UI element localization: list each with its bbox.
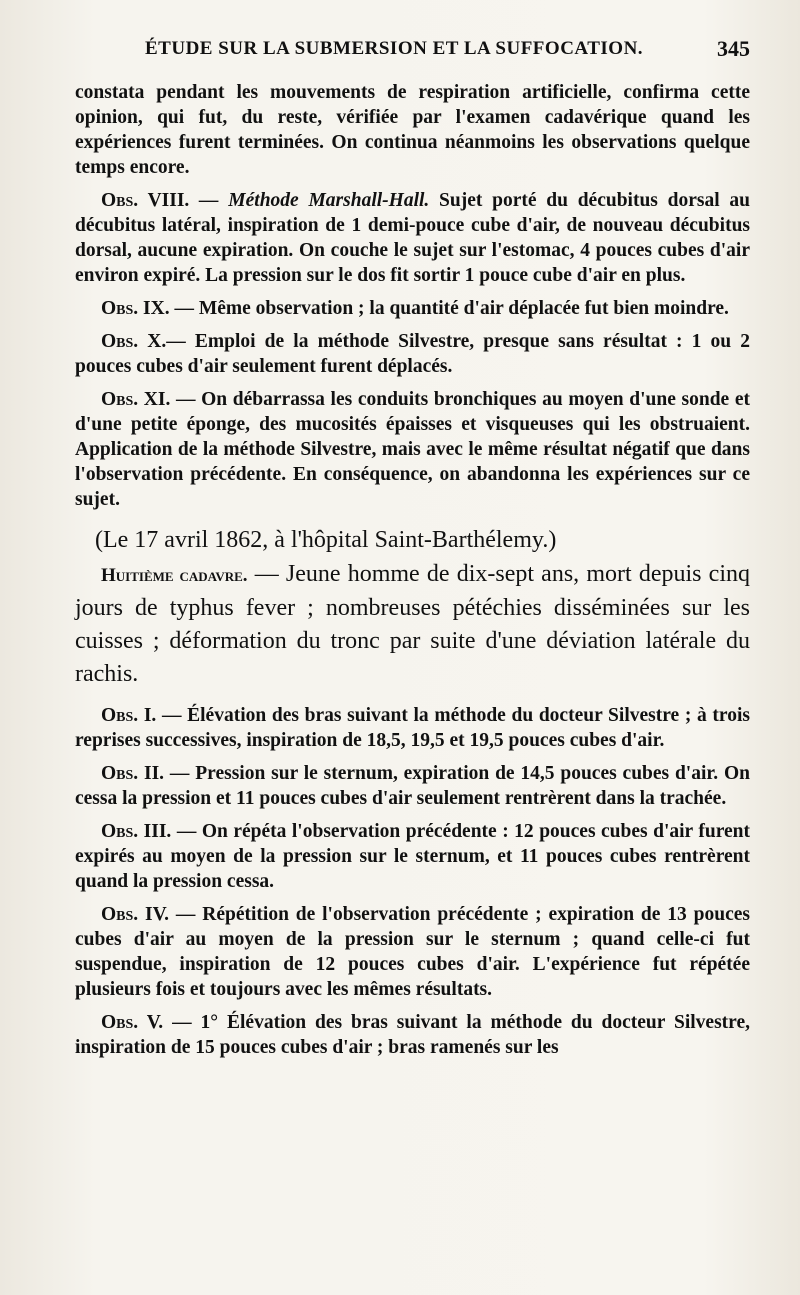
paragraph-text: — Pression sur le sternum, expiration de 14,5 pouces cubes d'air. On cessa la pression et 11 pouces cubes d'air seulement rentrèrent dans la trachée. — [75, 763, 750, 809]
observation-label: Obs. VIII. — [101, 190, 190, 211]
paragraph-text: — Emploi de la méthode Silvestre, presque sans résultat : 1 ou 2 pouces cubes d'air seulement furent déplacés. — [75, 331, 750, 377]
observation-label: Obs. IX. — [101, 298, 170, 319]
observation-label: Obs. X. — [101, 331, 167, 352]
observation-label: Obs. I. — [101, 705, 157, 726]
observation-label: Obs. II. — [101, 763, 165, 784]
page-body — [75, 80, 750, 1068]
paragraph-opening — [75, 80, 750, 180]
paragraph-text: — On débarrassa les conduits bronchiques au moyen d'une sonde et d'une petite éponge, des mucosités épaisses et visqueuses qui les obstruaient. Application de la méthode Silvestre, mais avec le même résultat négatif que dans l'observation précédente. En conséquence, on abandonna les expériences sur ce sujet. — [75, 389, 750, 510]
observation-v — [75, 1010, 750, 1060]
observation-label: Obs. V. — [101, 1012, 164, 1033]
paragraph-text: — 1° Élévation des bras suivant la méthode du docteur Silvestre, inspiration de 15 pouces cubes d'air ; bras ramenés sur les — [75, 1012, 750, 1058]
paragraph-text: constata pendant les mouvements de respiration artificielle, confirma cette opinion, qui fut, du reste, vérifiée par l'examen cadavérique quand les expériences furent terminées. On continua néanmoins les observations quelque temps encore. — [75, 82, 750, 178]
section-date-line: (Le 17 avril 1862, à l'hôpital Saint-Barthélemy.) — [95, 527, 557, 553]
observation-ix — [75, 296, 750, 321]
running-title: ÉTUDE SUR LA SUBMERSION ET LA SUFFOCATION. — [145, 38, 644, 59]
observation-xi — [75, 387, 750, 512]
observation-ii — [75, 761, 750, 811]
paragraph-text: — Répétition de l'observation précédente ; expiration de 13 pouces cubes d'air au moyen de la pression sur le sternum ; quand celle-ci fut suspendue, inspiration de 12 pouces cubes d'air. L'expérience fut répétée plusieurs fois et toujours avec les mêmes résultats. — [75, 904, 750, 1000]
paragraph-text: — Même observation ; la quantité d'air déplacée fut bien moindre. — [169, 298, 729, 319]
observation-iii — [75, 819, 750, 894]
observation-label: Obs. IV. — [101, 904, 170, 925]
observation-i — [75, 703, 750, 753]
observation-label: Obs. III. — [101, 821, 172, 842]
page-header — [75, 38, 750, 66]
section-text: — Jeune homme de dix-sept ans, mort depuis cinq jours de typhus fever ; nombreuses pétéchies disséminées sur les cuisses ; déformation du tronc par suite d'une déviation latérale du rachis. — [75, 561, 750, 687]
method-title: — Méthode Marshall-Hall. — [199, 190, 430, 211]
observation-label: Obs. XI. — [101, 389, 171, 410]
observation-x — [75, 329, 750, 379]
page-number: 345 — [717, 36, 750, 61]
observation-viii — [75, 188, 750, 288]
observation-iv — [75, 902, 750, 1002]
paragraph-text: — Élévation des bras suivant la méthode du docteur Silvestre ; à trois reprises successives, inspiration de 18,5, 19,5 et 19,5 pouces cubes d'air. — [75, 705, 750, 751]
section-lead: Huitième cadavre. — [101, 565, 248, 586]
paragraph-text: — On répéta l'observation précédente : 12 pouces cubes d'air furent expirés au moyen de la pression sur le sternum, et 11 pouces cubes rentrèrent quand la pression cessa. — [75, 821, 750, 892]
section-intro — [75, 558, 750, 691]
paragraph-text: Sujet porté du décubitus dorsal au décubitus latéral, inspiration de 1 demi-pouce cube d'air, de nouveau décubitus dorsal, aucune expiration. On couche le sujet sur l'estomac, 4 pouces cubes d'air environ expiré. La pression sur le dos fit sortir 1 pouce cube d'air en plus. — [75, 190, 750, 286]
